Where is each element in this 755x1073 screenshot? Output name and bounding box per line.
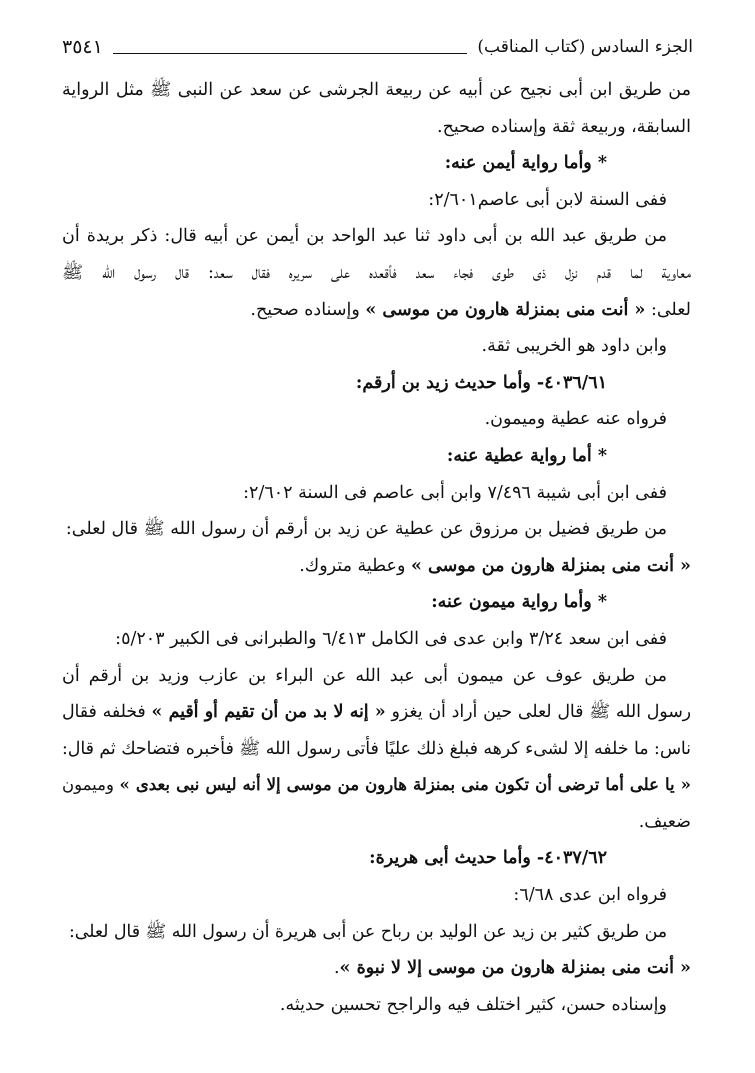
page-number: ٣٥٤١ xyxy=(62,36,103,58)
header-rule xyxy=(113,53,468,54)
hadith-quote: « إنه لا بد من أن تقيم أو أقيم » xyxy=(151,702,386,723)
text-line: فرواه عنه عطية وميمون. xyxy=(484,409,667,430)
text-line: من طريق عبد الله بن أبى داود ثنا عبد الواحد بن أيمن عن أبيه قال: ذكر بريدة أن xyxy=(62,226,667,247)
text-line: من طريق فضيل بن مرزوق عن عطية عن زيد بن أرقم أن رسول الله ﷺ قال لعلى: xyxy=(65,519,667,540)
text-line: ناس: ما خلفه إلا لشىء كرهه فبلغ ذلك عليًا فأتى رسول الله ﷺ فأخبره فتضاحك ثم قال: xyxy=(62,738,691,759)
text-line: ففى ابن أبى شيبة ٧/٤٩٦ وابن أبى عاصم فى السنة ٢/٦٠٢: xyxy=(243,482,667,503)
hadith-quote: « أنت منى بمنزلة هارون من موسى إلا لا نبوة » xyxy=(339,958,691,979)
hadith-quote: « أنت منى بمنزلة هارون من موسى » xyxy=(411,555,691,576)
text-line: ففى السنة لابن أبى عاصم٢/٦٠١: xyxy=(428,189,667,210)
text-line: من طريق ابن أبى نجيح عن أبيه عن ربيعة الجرشى عن سعد عن النبى ﷺ مثل الرواية xyxy=(62,80,691,100)
text-line: معاوية لما قدم نزل ذى طوى فجاء سعد فأقعده على سريره فقال سعد: قال رسول الله ﷺ xyxy=(62,262,691,283)
section-heading: ٤٠٣٧/٦٢- وأما حديث أبى هريرة: xyxy=(369,848,607,869)
header-title: الجزء السادس (كتاب المناقب) xyxy=(477,37,693,57)
text-run: رسول الله ﷺ قال لعلى حين أراد أن يغزو xyxy=(385,702,691,723)
text-run: وميمون xyxy=(62,775,120,795)
text-line xyxy=(62,548,691,585)
section-heading: * وأما رواية ميمون عنه: xyxy=(431,592,607,613)
text-line: فرواه ابن عدى ٦/٦٨: xyxy=(513,885,667,906)
text-line xyxy=(62,767,691,804)
text-line xyxy=(62,694,691,731)
text-line: السابقة، وربيعة ثقة وإسناده صحيح. xyxy=(437,116,691,137)
text-line xyxy=(62,292,691,329)
text-run: لعلى: xyxy=(645,299,691,320)
text-run: . xyxy=(333,958,340,979)
hadith-quote: « أنت منى بمنزلة هارون من موسى » xyxy=(365,299,646,320)
hadith-quote: « يا على أما ترضى أن تكون منى بمنزلة هارون من موسى إلا أنه ليس نبى بعدى » xyxy=(119,775,691,795)
text-line: ضعيف. xyxy=(638,811,691,832)
text-line: وابن داود هو الخريبى ثقة. xyxy=(481,336,667,357)
page-body xyxy=(62,72,691,1023)
text-run: وإسناده صحيح. xyxy=(250,299,366,320)
running-header xyxy=(62,30,693,64)
text-line: ففى ابن سعد ٣/٢٤ وابن عدى فى الكامل ٦/٤١٣ والطبرانى فى الكبير ٥/٢٠٣: xyxy=(115,628,667,649)
text-run: وعطية متروك. xyxy=(299,555,411,576)
section-heading: * أما رواية عطية عنه: xyxy=(446,445,607,466)
text-line xyxy=(62,950,691,987)
section-heading: ٤٠٣٦/٦١- وأما حديث زيد بن أرقم: xyxy=(355,372,607,393)
text-line: وإسناده حسن، كثير اختلف فيه والراجح تحسين حديثه. xyxy=(279,994,667,1015)
section-heading: * وأما رواية أيمن عنه: xyxy=(444,153,607,174)
text-line: من طريق عوف عن ميمون أبى عبد الله عن البراء بن عازب وزيد بن أرقم أن xyxy=(62,665,667,686)
text-run: فخلفه فقال xyxy=(62,702,152,723)
text-line: من طريق كثير بن زيد عن الوليد بن رباح عن أبى هريرة أن رسول الله ﷺ قال لعلى: xyxy=(68,921,667,942)
